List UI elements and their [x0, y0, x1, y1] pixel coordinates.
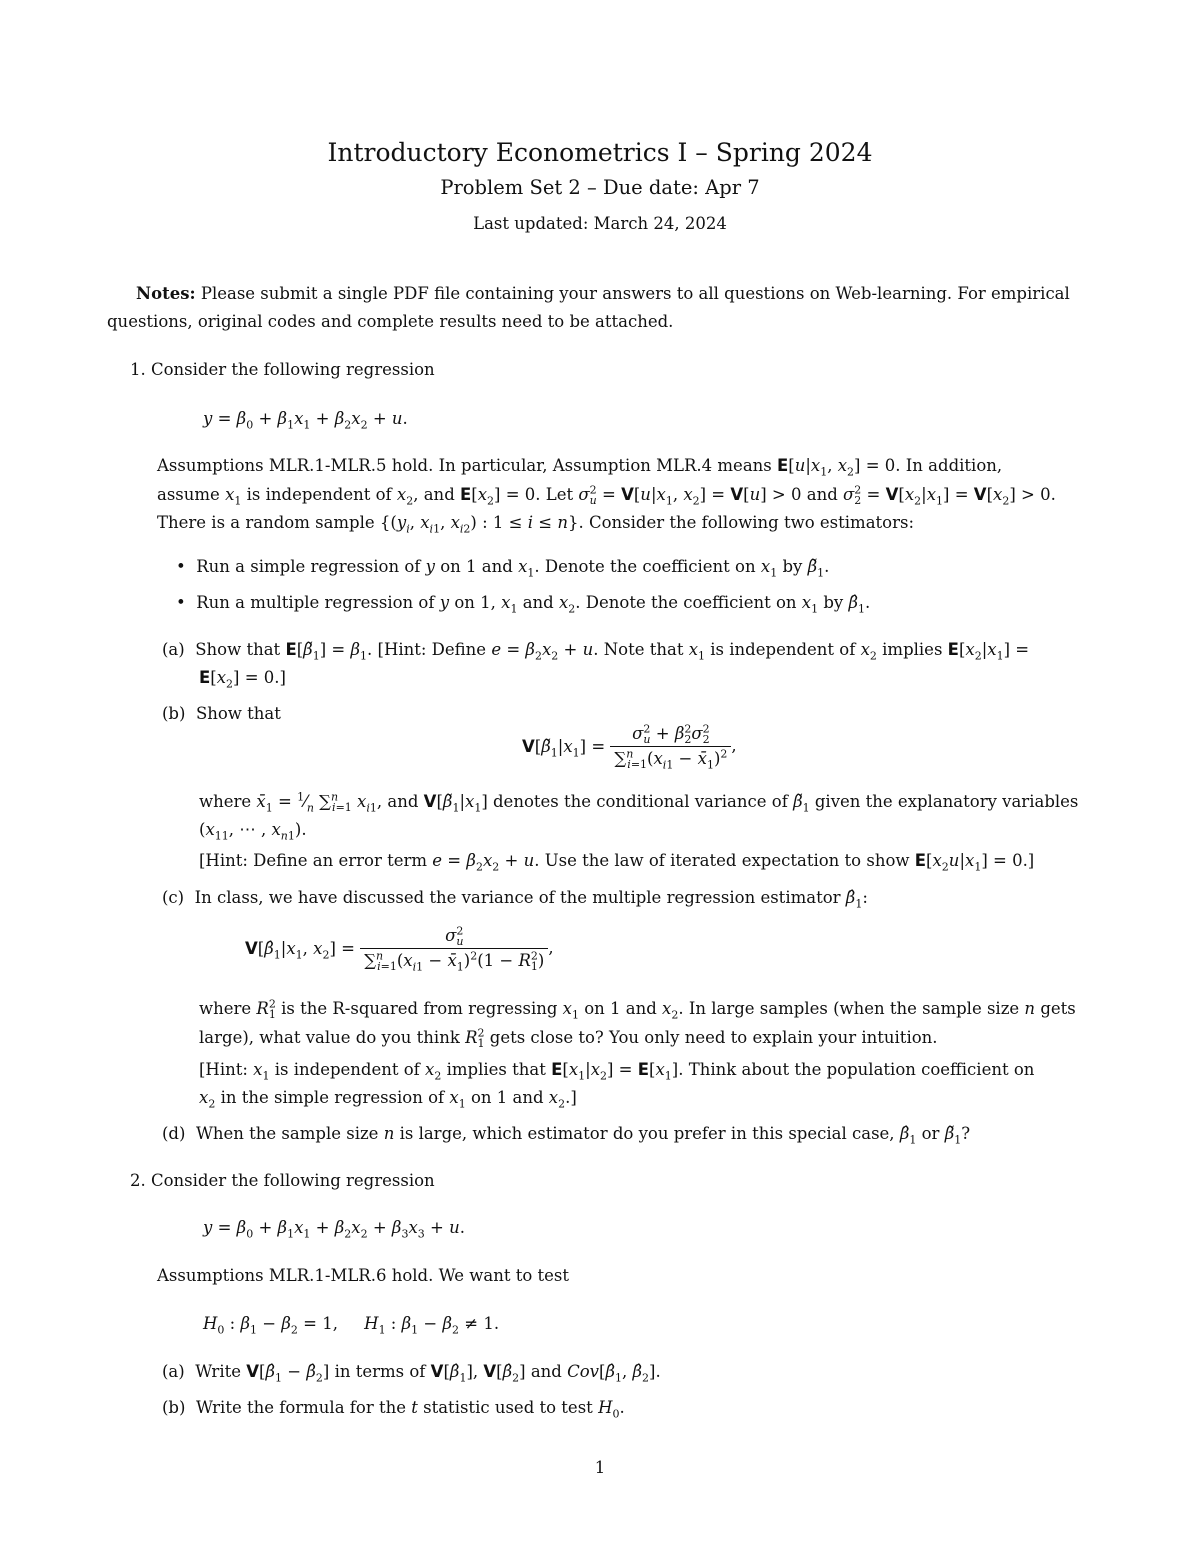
q2-part-a: (a) Write $V[\betâ_1$ − $\betâ_2$] in terms of $V[\betâ_1]$, $V[\betâ_2]$ and $Cov[\betâ_1$, $\betâ_2$].	[162, 1362, 661, 1385]
q1-c-hint5: in the simple regression of	[220, 1088, 445, 1107]
q1-bullet1-c: . Denote the coefficient on	[534, 557, 756, 576]
last-updated: Last updated: March 24, 2024	[473, 214, 727, 233]
q2-part-b: (b) Write the formula for the t statistic used to test $H_0$.	[162, 1398, 625, 1421]
q1-part-b	[162, 700, 281, 728]
q1-b-where4: given the explanatory variables	[814, 792, 1079, 811]
q1-c-hint4: . Think about the population coefficient on	[678, 1060, 1035, 1079]
q1-bullet-2: • Run a multiple regression of y on 1, $x_1$ and $x_2$. Denote the coefficient on $x_1$ by $\betâ_1$.	[176, 593, 871, 616]
q1-b-hint1: [Hint: Define an error term	[199, 851, 428, 870]
q1-a-text2: . [Hint: Define	[367, 640, 487, 659]
document-title: Introductory Econometrics I – Spring 2024	[327, 138, 873, 167]
q1-equation: $y = \beta_0 + \beta_1x_1 + \beta_2x_2 + u$.	[203, 409, 408, 432]
q1-b-hint2: . Use the law of iterated expectation to show	[534, 851, 910, 870]
q1-bullet2-a: Run a multiple regression of	[196, 593, 435, 612]
q1-part-a: (a) Show that $E[\betã_1] = \beta_1$. [Hint: Define $e = \beta_2x_2 + u$. Note that $x_1$ is independent of $x_2$ implies $E[x_2|x_1]$ =	[162, 640, 1030, 663]
q1-assume-a: assume	[157, 485, 220, 504]
q1-c-where1: where	[199, 999, 252, 1018]
q1-bullet-1: • Run a simple regression of y on 1 and $x_1$. Denote the coefficient on $x_1$ by $\betã_1$.	[176, 557, 830, 580]
bullet-icon: •	[176, 557, 186, 576]
q1-c-hint1: [Hint:	[199, 1060, 248, 1079]
q1-bullet2-c: and	[522, 593, 554, 612]
page-number: 1	[594, 1458, 606, 1477]
q1-c-hint-cont: $x_2$ in the simple regression of $x_1$ on 1 and $x_2$.]	[199, 1088, 577, 1111]
q1-assumptions-line: Assumptions MLR.1-MLR.5 hold. In particular, Assumption MLR.4 means $E[u|x_1$, $x_2] = 0$. In addition,	[157, 456, 1003, 479]
document-subtitle: Problem Set 2 – Due date: Apr 7	[440, 176, 760, 199]
q1-b-label: (b)	[162, 704, 186, 723]
q1-b-where3: denotes the conditional variance of	[493, 792, 788, 811]
q1-sample-line: There is a random sample {($y_i$, $x_{i1}$, $x_{i2}$) : 1 ≤ i ≤ n}. Consider the following two estimators:	[157, 513, 915, 536]
q1-assume-d: . Let	[535, 485, 574, 504]
q1-c-hint6: on 1 and	[470, 1088, 544, 1107]
q1-d-text1: When the sample size	[195, 1124, 379, 1143]
q2-b-text2: statistic used to test	[423, 1398, 593, 1417]
q2-number: 2.	[130, 1171, 146, 1190]
q1-assume-c: , and	[413, 485, 455, 504]
q1-sample-b: . Consider the following two estimators:	[578, 513, 915, 532]
q1-c-formula: $V[\betâ_1|x_1$, $x_2$] = $\frac{\sigma^2_u}{\sum^n_{i=1}(x_{i1} - x̄_1)^2(1 - R^2_1)}$ ,	[245, 924, 554, 974]
q1-c-where3: on 1 and	[584, 999, 657, 1018]
q1-assume-b: is independent of	[246, 485, 392, 504]
notes-label: Notes:	[136, 284, 196, 303]
q1-b-text: Show that	[195, 704, 281, 723]
q2-equation: $y = \beta_0 + \beta_1x_1 + \beta_2x_2 + \beta_3x_3 + u$.	[203, 1218, 465, 1241]
q2-a-label: (a)	[162, 1362, 185, 1381]
q1-assump-text-b: . In addition,	[895, 456, 1003, 475]
notes-line-2: questions, original codes and complete results need to be attached.	[107, 312, 674, 331]
q1-part-a-cont: $E[x_2] = 0$.]	[199, 668, 286, 691]
q1-assump-text-a: Assumptions MLR.1-MLR.5 hold. In particular, Assumption MLR.4 means	[157, 456, 772, 475]
q1-bullet2-e: by	[823, 593, 844, 612]
q1-d-text2: is large, which estimator do you prefer in this special case,	[399, 1124, 895, 1143]
q1-c-where7: gets close to? You only need to explain your intuition.	[489, 1028, 938, 1047]
q1-a-text5: implies	[882, 640, 943, 659]
q2-hypotheses: $H_0$ : $\beta_1 - \beta_2 = 1$, $H_1$ : $\beta_1 - \beta_2 \ne 1$.	[203, 1314, 500, 1337]
q1-c-where5: gets	[1040, 999, 1076, 1018]
q1-bullet1-a: Run a simple regression of	[196, 557, 421, 576]
q1-c-hint: [Hint: $x_1$ is independent of $x_2$ implies that $E[x_1|x_2] = E[x_1]$. Think about the population coefficient on	[199, 1060, 1035, 1083]
q1-c-where-cont: large), what value do you think $R^2_1$ gets close to? You only need to explain your intuition.	[199, 1026, 938, 1051]
q1-b-where1: where	[199, 792, 252, 811]
q1-bullet2-d: . Denote the coefficient on	[575, 593, 797, 612]
q1-b-where2: , and	[376, 792, 419, 811]
q1-c-where4: . In large samples (when the sample size	[678, 999, 1020, 1018]
q1-a-text4: is independent of	[710, 640, 856, 659]
notes-text-1: Please submit a single PDF file containing your answers to all questions on Web-learning. For empirical	[200, 284, 1070, 303]
q2-intro	[130, 1167, 435, 1195]
q1-a-text3: . Note that	[593, 640, 684, 659]
q1-b-formula: $V[\betã_1|x_1]$ = $\frac{\sigma^2_u + \beta^2_2\sigma^2_2}{\sum^n_{i=1}(x_{i1} - x̄_1)^2}$ ,	[522, 722, 737, 772]
q1-bullet1-b: on 1 and	[440, 557, 513, 576]
q1-c-where2: is the R-squared from regressing	[281, 999, 558, 1018]
q1-c-label: (c)	[162, 888, 185, 907]
q2-a-text2: in terms of	[334, 1362, 426, 1381]
q1-sample-a: There is a random sample	[157, 513, 375, 532]
q1-bullet1-d: by	[782, 557, 803, 576]
q1-a-label: (a)	[162, 640, 185, 659]
q1-b-hint: [Hint: Define an error term $e = \beta_2x_2 + u$. Use the law of iterated expectation to show $E[x_2u|x_1] = 0$.]	[199, 851, 1035, 874]
q2-intro-text: Consider the following regression	[151, 1171, 435, 1190]
q1-part-d: (d) When the sample size n is large, which estimator do you prefer in this special case, $\betâ_1$ or $\betã_1$?	[162, 1124, 971, 1147]
q1-c-hint3: implies that	[446, 1060, 546, 1079]
q1-c-text: In class, we have discussed the variance of the multiple regression estimator	[194, 888, 841, 907]
q2-a-text1: Write	[195, 1362, 241, 1381]
q2-a-text3: and	[530, 1362, 562, 1381]
q1-c-where: where $R^2_1$ is the R-squared from regressing $x_1$ on 1 and $x_2$. In large samples (when the sample size n gets	[199, 997, 1076, 1022]
q1-c-hint2: is independent of	[274, 1060, 420, 1079]
q1-b-where: where $x̄_1$ = $^1⁄_n$ ∑$^n_{i=1}$ $x_{i1}$, and $V[\betã_1|x_1]$ denotes the conditional variance of $\betã_1$ given the explanatory variables	[199, 790, 1079, 815]
q1-assume-line: assume $x_1$ is independent of $x_2$, and $E[x_2] = 0$. Let $\sigma^2_u = V[u|x_1$, $x_2] = V[u] > 0$ and $\sigma^2_2 = V[x_2|x_1] = V[x_2] > 0$.	[157, 483, 1056, 508]
q1-a-text1: Show that	[195, 640, 281, 659]
q1-b-where-cont: ($x_{11}$, ⋯ , $x_{n1}$).	[199, 820, 307, 843]
q2-b-text1: Write the formula for the	[195, 1398, 406, 1417]
q1-intro-text: Consider the following regression	[151, 360, 435, 379]
notes-line-1	[136, 280, 1070, 308]
bullet-icon: •	[176, 593, 186, 612]
q1-assume-e: and	[806, 485, 838, 504]
q1-d-text3: or	[921, 1124, 940, 1143]
q1-part-c: (c) In class, we have discussed the variance of the multiple regression estimator $\betâ_1$:	[162, 888, 868, 911]
q1-intro	[130, 356, 435, 384]
q1-bullet2-b: on 1,	[454, 593, 496, 612]
q2-b-label: (b)	[162, 1398, 186, 1417]
q1-d-label: (d)	[162, 1124, 186, 1143]
q1-c-where6: large), what value do you think	[199, 1028, 460, 1047]
q2-assumptions: Assumptions MLR.1-MLR.6 hold. We want to test	[157, 1266, 570, 1285]
q1-number: 1.	[130, 360, 146, 379]
